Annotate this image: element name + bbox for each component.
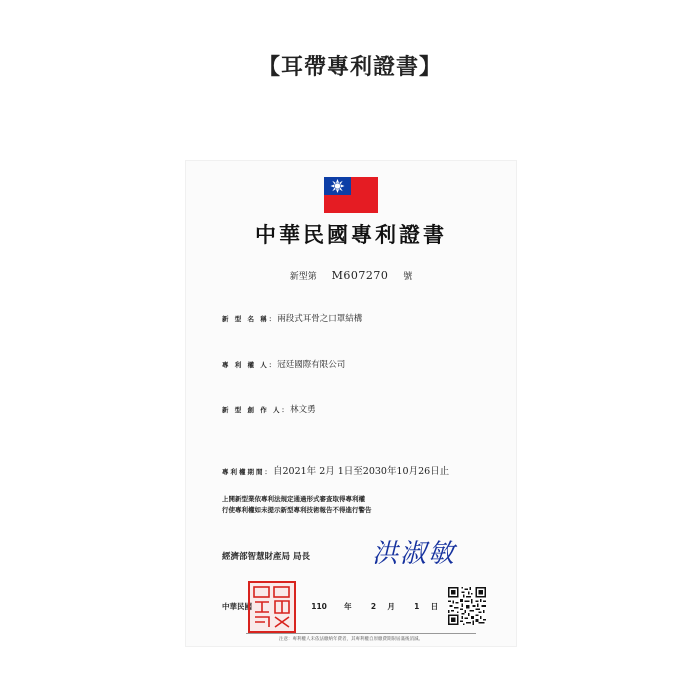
footnote-divider bbox=[246, 633, 476, 634]
patent-term-label: 專利權期間： bbox=[222, 468, 273, 476]
flag-canton bbox=[324, 177, 351, 195]
white-sun-icon bbox=[324, 177, 351, 195]
date-year-unit: 年 bbox=[344, 602, 352, 611]
page-title: 【耳帶專利證書】 bbox=[257, 55, 442, 80]
patent-name-label: 新 型 名 稱： bbox=[222, 315, 278, 323]
field-patent-owner bbox=[222, 358, 345, 370]
field-patent-creator bbox=[222, 403, 316, 415]
patent-number-line bbox=[186, 269, 516, 282]
certificate-heading: 中華民國專利證書 bbox=[255, 222, 447, 247]
field-patent-name bbox=[222, 312, 362, 324]
issuing-authority: 經濟部智慧財產局 局長 bbox=[222, 552, 310, 562]
date-month: 2 bbox=[370, 602, 377, 611]
patent-number: M607270 bbox=[331, 269, 389, 282]
notice-line-1: 上開新型業依專利法規定通過形式審查取得專利權 bbox=[222, 495, 365, 503]
field-patent-term bbox=[222, 463, 449, 477]
patent-owner-label: 專 利 權 人： bbox=[222, 361, 278, 369]
patent-type-label: 新型第 bbox=[289, 272, 317, 282]
director-signature: 洪淑敏 bbox=[372, 539, 457, 569]
patent-number-suffix: 號 bbox=[403, 272, 413, 282]
patent-term-value: 自2021年 2月 1日至2030年10月26日止 bbox=[273, 466, 450, 477]
date-prefix: 中華民國 bbox=[222, 602, 252, 611]
notice-line-2: 行使專利權如未提示新型專利技術報告不得進行警告 bbox=[222, 506, 372, 514]
flag-icon bbox=[324, 177, 378, 213]
patent-creator-label: 新 型 創 作 人： bbox=[222, 406, 291, 414]
footnote: 注意：專利權人未依法繳納年費者，其專利權自原繳費期限屆滿後消滅。 bbox=[279, 637, 423, 642]
patent-notice bbox=[222, 494, 372, 516]
qr-code-icon[interactable] bbox=[448, 587, 486, 625]
date-month-unit: 月 bbox=[387, 602, 395, 611]
official-seal-icon bbox=[248, 581, 296, 633]
patent-name-value: 兩段式耳骨之口罩結構 bbox=[277, 314, 363, 324]
date-day: 1 bbox=[414, 602, 420, 611]
patent-owner-value: 冠廷國際有限公司 bbox=[277, 360, 346, 370]
date-day-unit: 日 bbox=[430, 602, 439, 611]
date-year: 110 bbox=[311, 602, 327, 611]
patent-creator-value: 林文勇 bbox=[290, 405, 316, 415]
patent-certificate bbox=[185, 160, 517, 647]
